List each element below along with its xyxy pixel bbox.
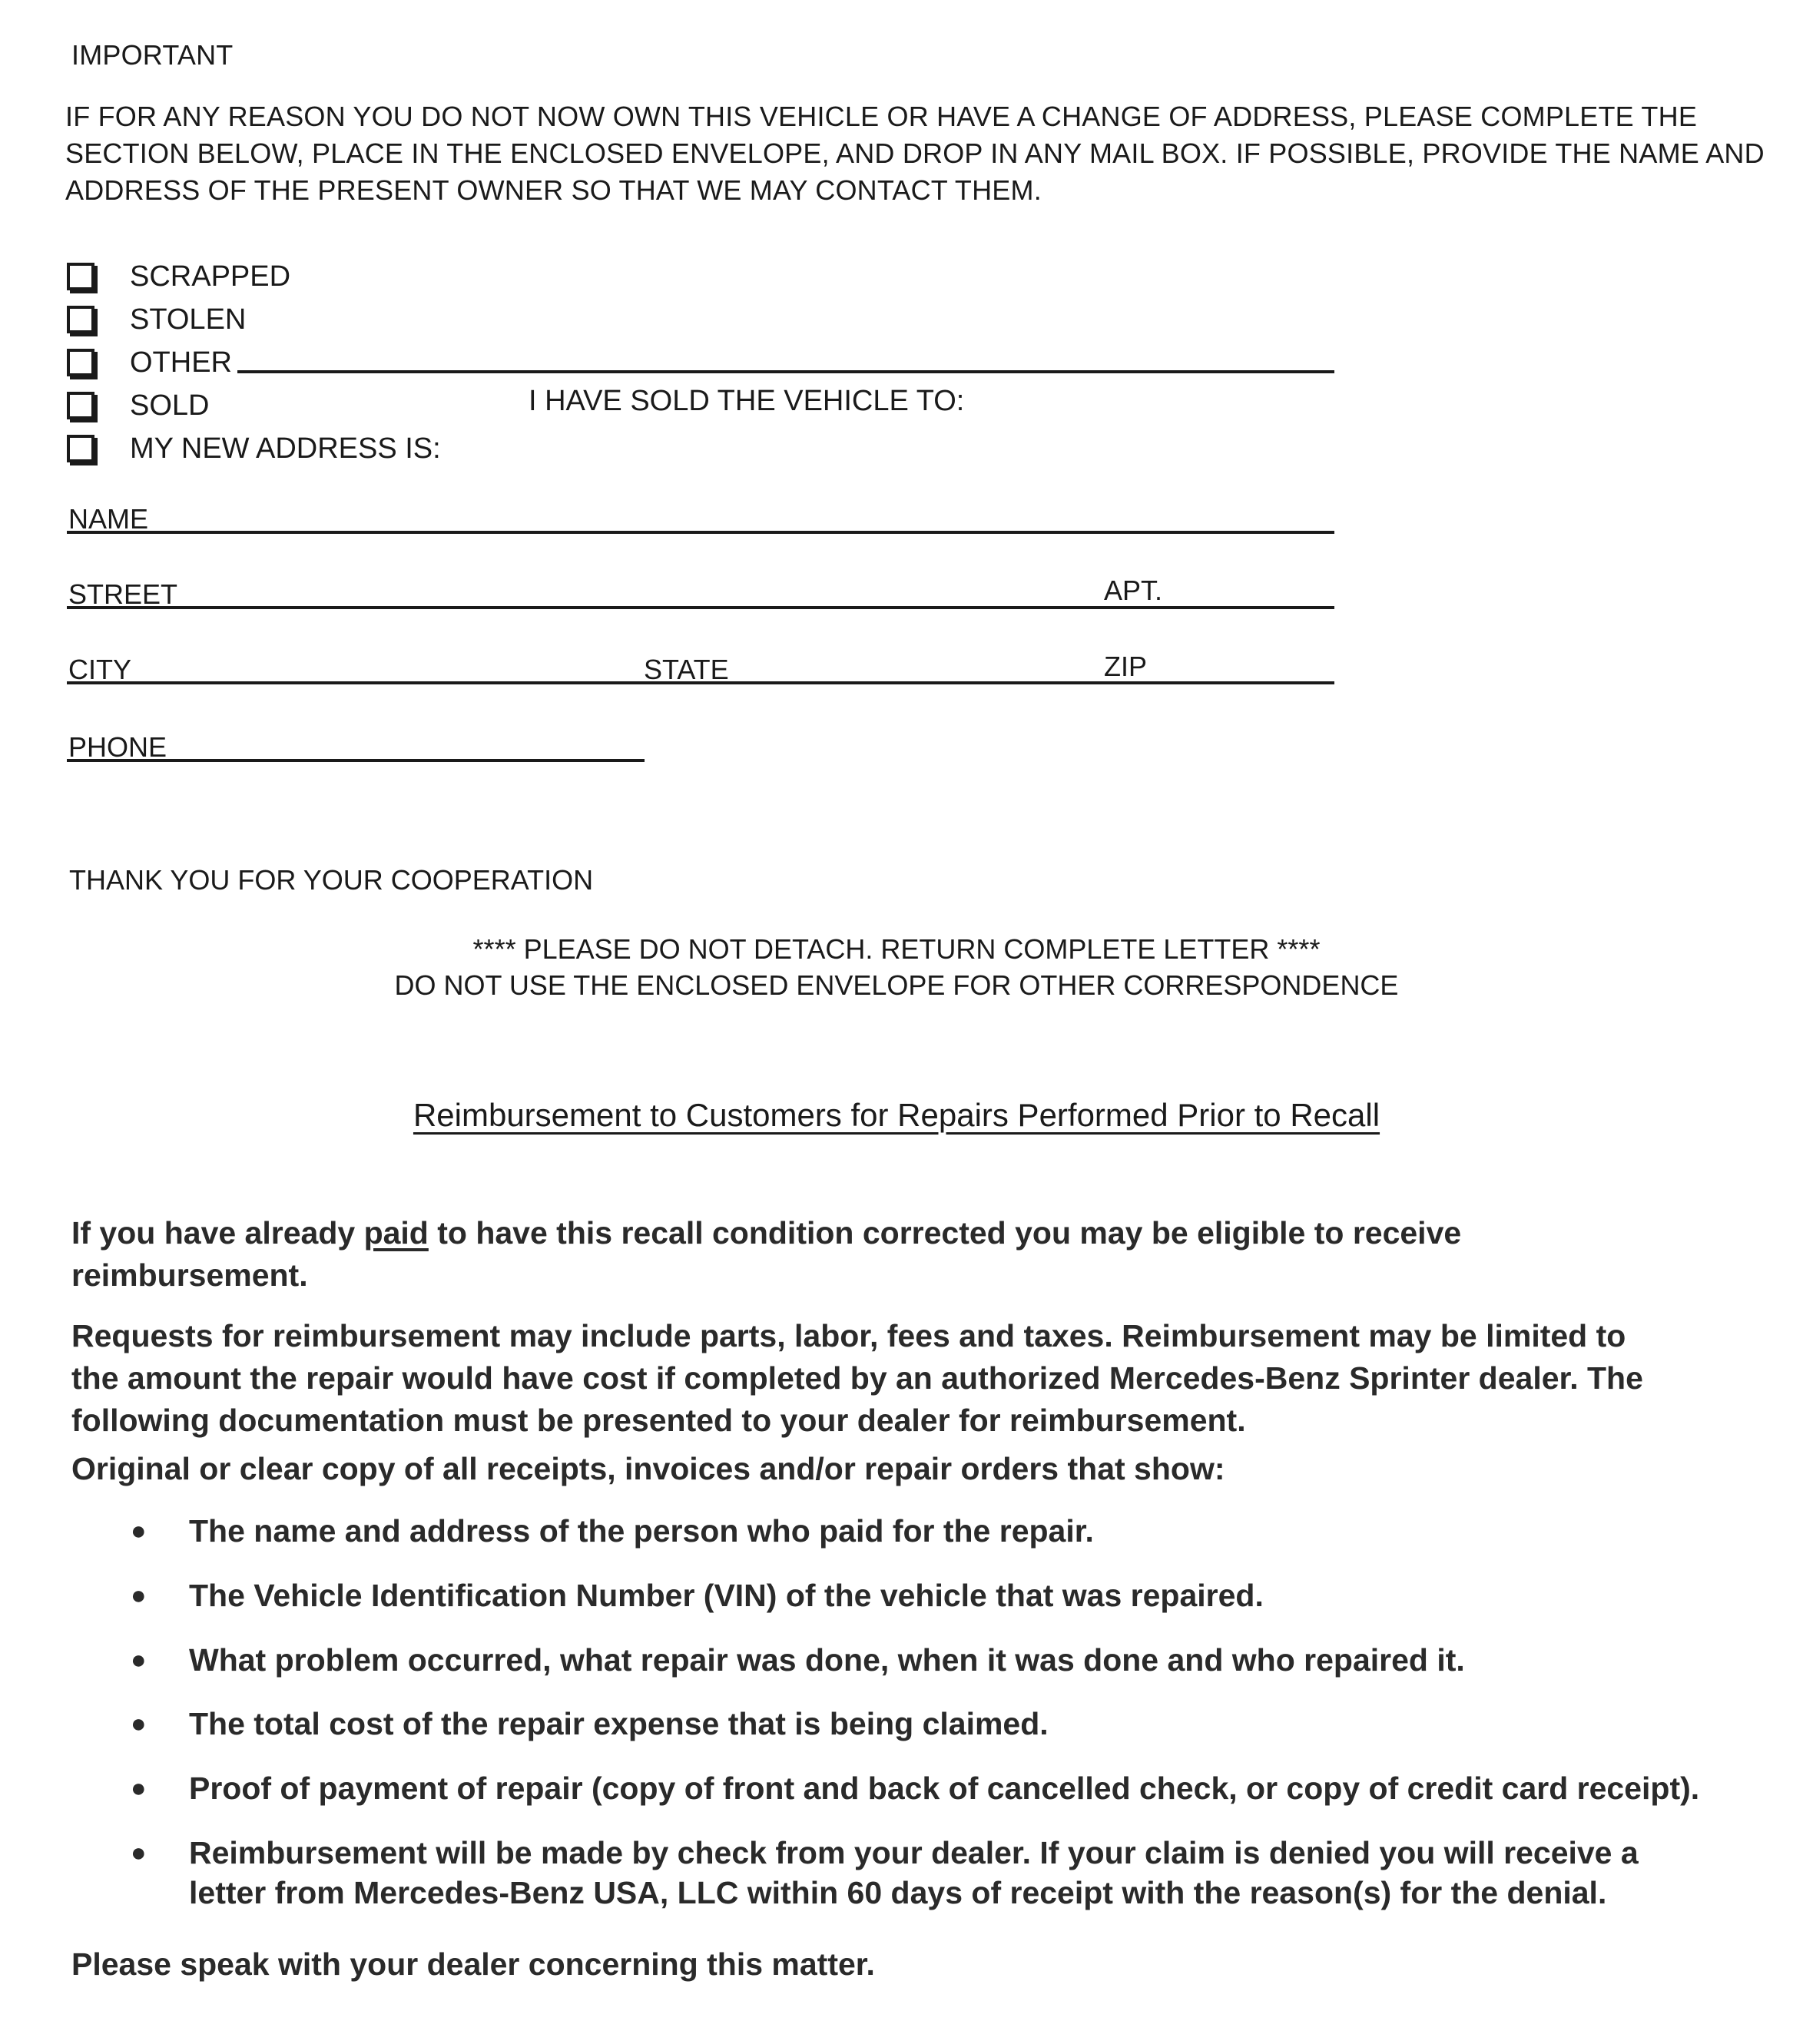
list-item: [131, 1704, 1049, 1744]
option-new-address[interactable]: [67, 429, 441, 468]
list-item-text: Proof of payment of repair (copy of front and back of cancelled check, or copy of credit card receipt).: [189, 1771, 1700, 1806]
list-item-text: The name and address of the person who paid for the repair.: [189, 1513, 1094, 1549]
requests-line: Requests for reimbursement may include parts, labor, fees and taxes. Reimbursement may be limited to: [71, 1318, 1626, 1353]
eligibility-line-2: reimbursement.: [71, 1257, 308, 1293]
bullet-icon: ●: [131, 1645, 147, 1675]
scrapped-checkbox[interactable]: [67, 263, 94, 290]
list-item: [131, 1833, 1639, 1913]
phone-field[interactable]: [67, 759, 645, 762]
other-write-in-line[interactable]: [237, 370, 1334, 373]
city-state-zip-field[interactable]: [67, 681, 1334, 684]
notice-line-2: DO NOT USE THE ENCLOSED ENVELOPE FOR OTHER CORRESPONDENCE: [394, 969, 1399, 1001]
bullet-icon: ●: [131, 1516, 147, 1545]
eligibility-paragraph: [71, 1212, 1746, 1297]
option-stolen[interactable]: [67, 300, 246, 339]
eligibility-line-1: [71, 1212, 1746, 1254]
list-item: [131, 1511, 1094, 1551]
list-item: [131, 1640, 1465, 1680]
new-address-checkbox[interactable]: [67, 435, 94, 462]
list-item-text: The total cost of the repair expense that is being claimed.: [189, 1706, 1049, 1741]
requests-line: following documentation must be presented to your dealer for reimbursement.: [71, 1403, 1246, 1438]
other-checkbox[interactable]: [67, 349, 94, 376]
option-label: SCRAPPED: [130, 260, 291, 293]
documentation-intro: Original or clear copy of all receipts, invoices and/or repair orders that show:: [71, 1451, 1225, 1486]
name-field[interactable]: [67, 531, 1334, 534]
option-scrapped[interactable]: [67, 257, 290, 296]
city-label: CITY: [68, 654, 132, 685]
eligibility-text: If you have already: [71, 1215, 364, 1251]
option-label: OTHER: [130, 346, 232, 379]
stolen-checkbox[interactable]: [67, 306, 94, 333]
important-heading: IMPORTANT: [71, 39, 234, 71]
list-item-text: The Vehicle Identification Number (VIN) of the vehicle that was repaired.: [189, 1578, 1264, 1613]
eligibility-text: to have this recall condition corrected you may be eligible to receive: [428, 1215, 1462, 1251]
list-item-text: Reimbursement will be made by check from your dealer. If your claim is denied you will receive a: [189, 1835, 1639, 1870]
thanks-text: THANK YOU FOR YOUR COOPERATION: [69, 864, 594, 896]
requests-line: the amount the repair would have cost if completed by an authorized Mercedes-Benz Sprinter dealer. The: [71, 1360, 1643, 1396]
sold-checkbox[interactable]: [67, 392, 94, 419]
bullet-icon: ●: [131, 1774, 147, 1803]
requests-paragraph: [71, 1315, 1746, 1442]
state-label: STATE: [644, 654, 729, 685]
option-label: SOLD: [130, 389, 210, 422]
notice-line-1: **** PLEASE DO NOT DETACH. RETURN COMPLETE LETTER ****: [472, 933, 1321, 965]
sold-to-label: I HAVE SOLD THE VEHICLE TO:: [529, 385, 965, 417]
paid-emphasis: paid: [363, 1215, 429, 1251]
list-item-text: What problem occurred, what repair was done, when it was done and who repaired it.: [189, 1642, 1465, 1678]
intro-line: IF FOR ANY REASON YOU DO NOT NOW OWN THIS VEHICLE OR HAVE A CHANGE OF ADDRESS, PLEASE COMPLETE THE: [65, 101, 1698, 132]
intro-paragraph: [65, 98, 1765, 209]
intro-line: ADDRESS OF THE PRESENT OWNER SO THAT WE MAY CONTACT THEM.: [65, 174, 1042, 206]
bullet-icon: ●: [131, 1709, 147, 1738]
list-item: [131, 1575, 1264, 1615]
option-label: STOLEN: [130, 303, 247, 336]
bullet-icon: ●: [131, 1581, 147, 1610]
list-item-text: letter from Mercedes-Benz USA, LLC within 60 days of receipt with the reason(s) for the denial.: [189, 1875, 1607, 1910]
intro-line: SECTION BELOW, PLACE IN THE ENCLOSED ENVELOPE, AND DROP IN ANY MAIL BOX. IF POSSIBLE, PROVIDE THE NAME AND: [65, 137, 1765, 169]
bullet-icon: ●: [131, 1838, 147, 1867]
phone-label: PHONE: [68, 731, 167, 763]
option-sold[interactable]: [67, 386, 209, 425]
street-label: STREET: [68, 578, 178, 610]
closing-text: Please speak with your dealer concerning this matter.: [71, 1946, 875, 1982]
name-label: NAME: [68, 503, 149, 535]
option-label: MY NEW ADDRESS IS:: [130, 432, 441, 465]
reimbursement-title: Reimbursement to Customers for Repairs Performed Prior to Recall: [413, 1097, 1380, 1133]
apt-label: APT.: [1104, 575, 1163, 606]
zip-label: ZIP: [1104, 651, 1148, 682]
list-item: [131, 1768, 1699, 1808]
option-other[interactable]: [67, 343, 232, 382]
